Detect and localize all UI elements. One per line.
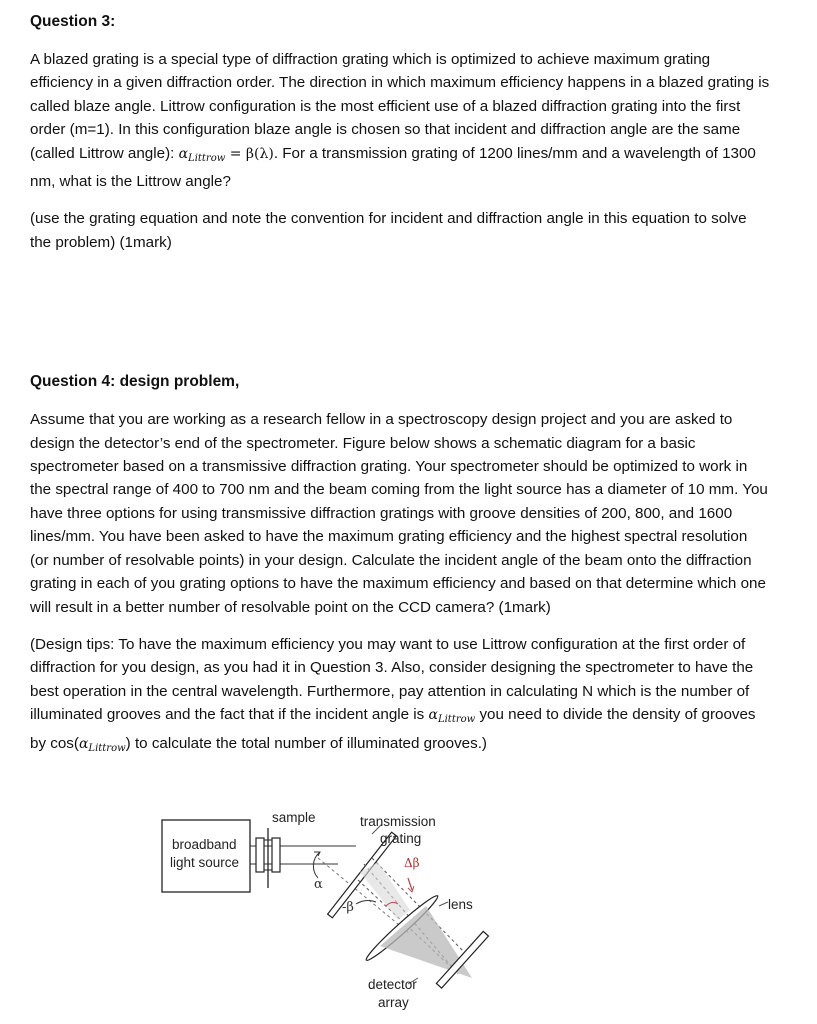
question-3-text-end: . For a transmission grating of 1200 lines/mm and a wavelength of 1300 nm, what is the Littrow angle? bbox=[30, 144, 756, 191]
beta-arc bbox=[356, 900, 376, 904]
design-tips-paragraph: (Design tips: To have the maximum efficiency you may want to use Littrow configuration at the first order of diffraction for you design, as you had it in Question 3. Also, consider designing the spectrometer to have the best operation in the central wavelength. Furthermore, pay attention in calculating N which is the number of illuminated grooves and the fact that if the incident angle is $\alpha_{Littrow}$ you need to divide the density of grooves by $\cos(\alpha_{Littrow})$ to calculate the total number of illuminated grooves.) bbox=[30, 635, 756, 754]
sample-right bbox=[272, 838, 280, 872]
spectrometer-diagram bbox=[150, 806, 510, 1020]
grating-label-line2: grating bbox=[380, 831, 422, 846]
lens-leader bbox=[439, 902, 448, 906]
delta-beta-label: Δβ bbox=[404, 856, 420, 870]
question-3-paragraph bbox=[30, 48, 770, 193]
littrow-equation: $\alpha_{Littrow} = \beta(\lambda)$ bbox=[178, 145, 274, 164]
sample-left bbox=[256, 838, 264, 872]
light-source-label-line1: broadband bbox=[172, 837, 237, 852]
alpha-label: α bbox=[314, 877, 323, 892]
grating-label-line1: transmission bbox=[360, 814, 436, 829]
light-source-label-line2: light source bbox=[170, 855, 240, 870]
question-3-text: A blazed grating is a special type of diffraction grating which is optimized to achieve maximum grating efficiency in a given diffraction order. The direction in which maximum efficiency happens in a blazed grating is called blaze angle. Littrow configuration is the most efficient use of a blazed diffraction grating into the first order (m=1). In this configuration blaze angle is chosen so that incident and diffraction angle are the same (called Littrow angle): bbox=[30, 51, 770, 162]
question-3-heading: Question 3: bbox=[30, 13, 116, 30]
detector-label-line1: detector bbox=[368, 977, 417, 992]
question-4-paragraph: Assume that you are working as a research fellow in a spectroscopy design project and you are asked to design the detector’s end of the spectrometer. Figure below shows a schematic diagram for a basic spectrometer based on a transmissive diffraction grating. Your spectrometer should be optimized to work in the spectral range of 400 to 700 nm and the beam coming from the light source has a diameter of 10 mm. You have three options for using transmissive diffraction gratings with groove densities of 200, 800, and 1600 lines/mm. You have been asked to have the maximum grating efficiency and the highest spectral resolution (or number of resolvable points) in your design. Calculate the incident angle of the beam onto the diffraction grating in each of you grating options to have the maximum efficiency and based on that determine which one will result in a better number of resolvable point on the CCD camera? (1mark) bbox=[30, 411, 768, 616]
lens-label: lens bbox=[448, 897, 473, 912]
document bbox=[30, 8, 770, 760]
alpha-arc bbox=[313, 852, 320, 878]
sample-label: sample bbox=[272, 810, 316, 825]
question-4-heading: Question 4: design problem, bbox=[30, 373, 240, 391]
neg-beta-label: -β bbox=[342, 900, 354, 915]
question-3-note: (use the grating equation and note the convention for incident and diffraction angle in this equation to solve the problem) (1mark) bbox=[30, 210, 747, 251]
detector-label-line2: array bbox=[378, 995, 409, 1010]
